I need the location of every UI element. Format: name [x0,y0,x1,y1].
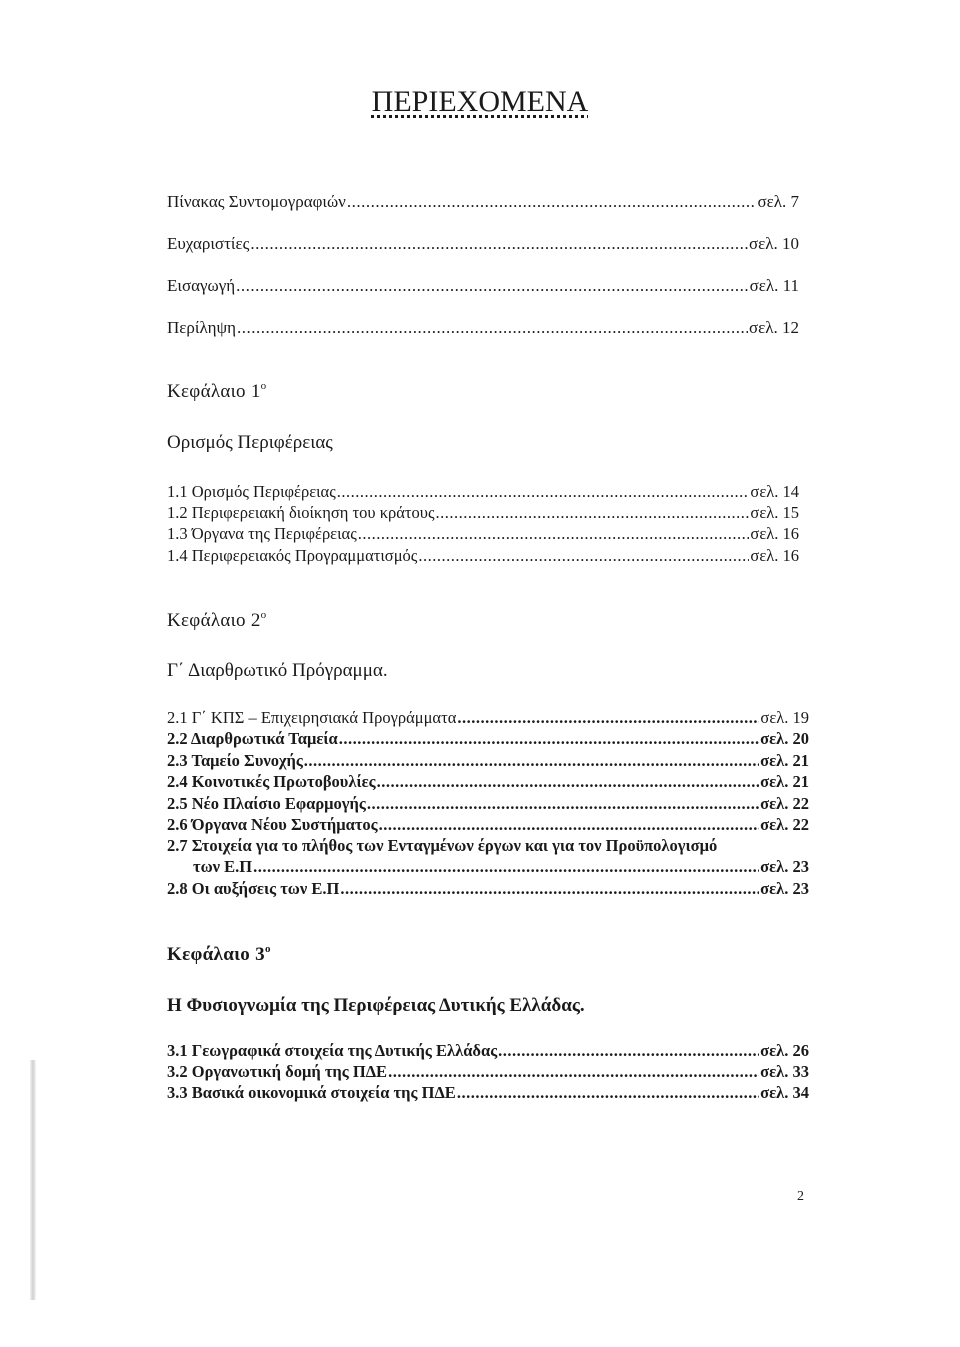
toc-entry-page: σελ. 21 [760,751,809,770]
toc-entry [167,750,809,771]
toc-entry-label: Εισαγωγή [167,276,236,295]
toc-leader [418,545,749,566]
toc-entry [167,1040,809,1061]
toc-leader [379,814,759,835]
toc-entry-label: 2.8 Οι αυξήσεις των Ε.Π [167,879,340,898]
chapter-3-heading-sup: ο [264,943,271,955]
toc-entry-label: Πίνακας Συντομογραφιών [167,192,346,211]
chapter-1-subtitle: Ορισμός Περιφέρειας [167,432,333,453]
toc-entry-label: 2.2 Διαρθρωτικά Ταμεία [167,729,338,748]
chapter-3-subtitle: Η Φυσιογνωμία της Περιφέρειας Δυτικής Ελλάδας. [167,995,585,1016]
toc-entry [167,545,799,566]
toc-entry-page: σελ. 15 [750,503,799,522]
toc-entry-label: 2.7 Στοιχεία για το πλήθος των Ενταγμένων έργων και για τον Προϋπολογισμό [167,836,718,855]
toc-entry [167,1061,809,1082]
toc-entry [167,481,799,502]
toc-entry-page: σελ. 11 [749,276,799,295]
toc-entry-label: 3.2 Οργανωτική δομή της ΠΔΕ [167,1062,388,1081]
chapter-2-subtitle: Γ΄ Διαρθρωτικό Πρόγραμμα. [167,660,388,681]
toc-entry-label: Περίληψη [167,318,236,337]
toc-entry [167,878,809,899]
toc-leader [337,481,750,502]
scan-edge-shadow [30,1060,36,1300]
toc-entry-label: 3.3 Βασικά οικονομικά στοιχεία της ΠΔΕ [167,1083,456,1102]
toc-leader [367,793,759,814]
toc-leader [250,232,748,256]
toc-entry [167,1082,809,1103]
toc-entry-page: σελ. 12 [748,318,799,337]
toc-entry-page: σελ. 22 [760,815,809,834]
toc-entry-label: 1.2 Περιφερειακή διοίκηση του κράτους [167,503,435,522]
toc-entry [167,316,799,340]
toc-leader [237,316,748,340]
toc-entry [167,728,809,749]
toc-entry-page: σελ. 7 [757,192,799,211]
toc-leader [236,274,748,298]
toc-leader [498,1040,759,1061]
toc-entry [167,707,809,728]
toc-leader [457,707,759,728]
chapter-1-heading-sup: ο [260,380,267,392]
toc-entry-label: 2.1 Γ΄ ΚΠΣ – Επιχειρησιακά Προγράμματα [167,708,457,727]
toc-entry-label: 1.1 Ορισμός Περιφέρειας [167,482,336,501]
toc-entry-page: σελ. 20 [760,729,809,748]
chapter-3-heading [167,943,271,966]
toc-entry [167,793,809,814]
toc-entry [167,232,799,256]
toc-entry-page: σελ. 22 [760,794,809,813]
toc-entry-page: σελ. 21 [760,772,809,791]
toc-leader [304,750,759,771]
toc-entry [193,856,809,877]
toc-entry-page: σελ. 16 [750,524,799,543]
toc-entry-label: 2.5 Νέο Πλαίσιο Εφαρμογής [167,794,366,813]
toc-entry-label: Ευχαριστίες [167,234,250,253]
chapter-2-heading-text: Κεφάλαιο 2 [167,610,261,631]
toc-leader [340,878,759,899]
toc-entry [167,502,799,523]
toc-entry [167,274,799,298]
toc-leader [388,1061,759,1082]
chapter-2-heading-sup: ο [260,609,267,621]
toc-entry-page: σελ. 14 [750,482,799,501]
toc-leader [435,502,749,523]
toc-entry-page: σελ. 34 [760,1083,809,1102]
chapter-2-heading [167,609,266,632]
toc-entry-page: σελ. 10 [748,234,799,253]
page-number: 2 [797,1189,804,1204]
toc-entry-label: των Ε.Π [193,857,253,876]
page-title [0,84,960,120]
toc-leader [253,856,759,877]
toc-entry-page: σελ. 23 [760,857,809,876]
toc-entry-label: 2.6 Όργανα Νέου Συστήματος [167,815,378,834]
toc-leader [457,1082,759,1103]
toc-entry-page: σελ. 23 [760,879,809,898]
toc-leader [358,523,750,544]
toc-entry [167,523,799,544]
chapter-1-heading [167,380,266,403]
toc-entry-page: σελ. 33 [760,1062,809,1081]
toc-entry-page: σελ. 26 [760,1041,809,1060]
toc-entry-label: 2.3 Ταμείο Συνοχής [167,751,303,770]
chapter-3-heading-text: Κεφάλαιο 3 [167,944,265,965]
toc-entry [167,771,809,792]
toc-entry [167,190,799,214]
toc-entry-label: 1.3 Όργανα της Περιφέρειας [167,524,357,543]
toc-entry-page: σελ. 19 [760,708,809,727]
toc-leader [339,728,759,749]
page-title-text: ΠΕΡΙΕΧΟΜΕΝΑ [371,85,589,118]
toc-entry-page: σελ. 16 [750,546,799,565]
toc-entry-label: 3.1 Γεωγραφικά στοιχεία της Δυτικής Ελλάδας [167,1041,498,1060]
toc-leader [347,190,757,214]
toc-entry-label: 1.4 Περιφερειακός Προγραμματισμός [167,546,418,565]
toc-leader [377,771,760,792]
toc-entry-label: 2.4 Κοινοτικές Πρωτοβουλίες [167,772,376,791]
toc-entry [167,814,809,835]
chapter-1-heading-text: Κεφάλαιο 1 [167,381,261,402]
